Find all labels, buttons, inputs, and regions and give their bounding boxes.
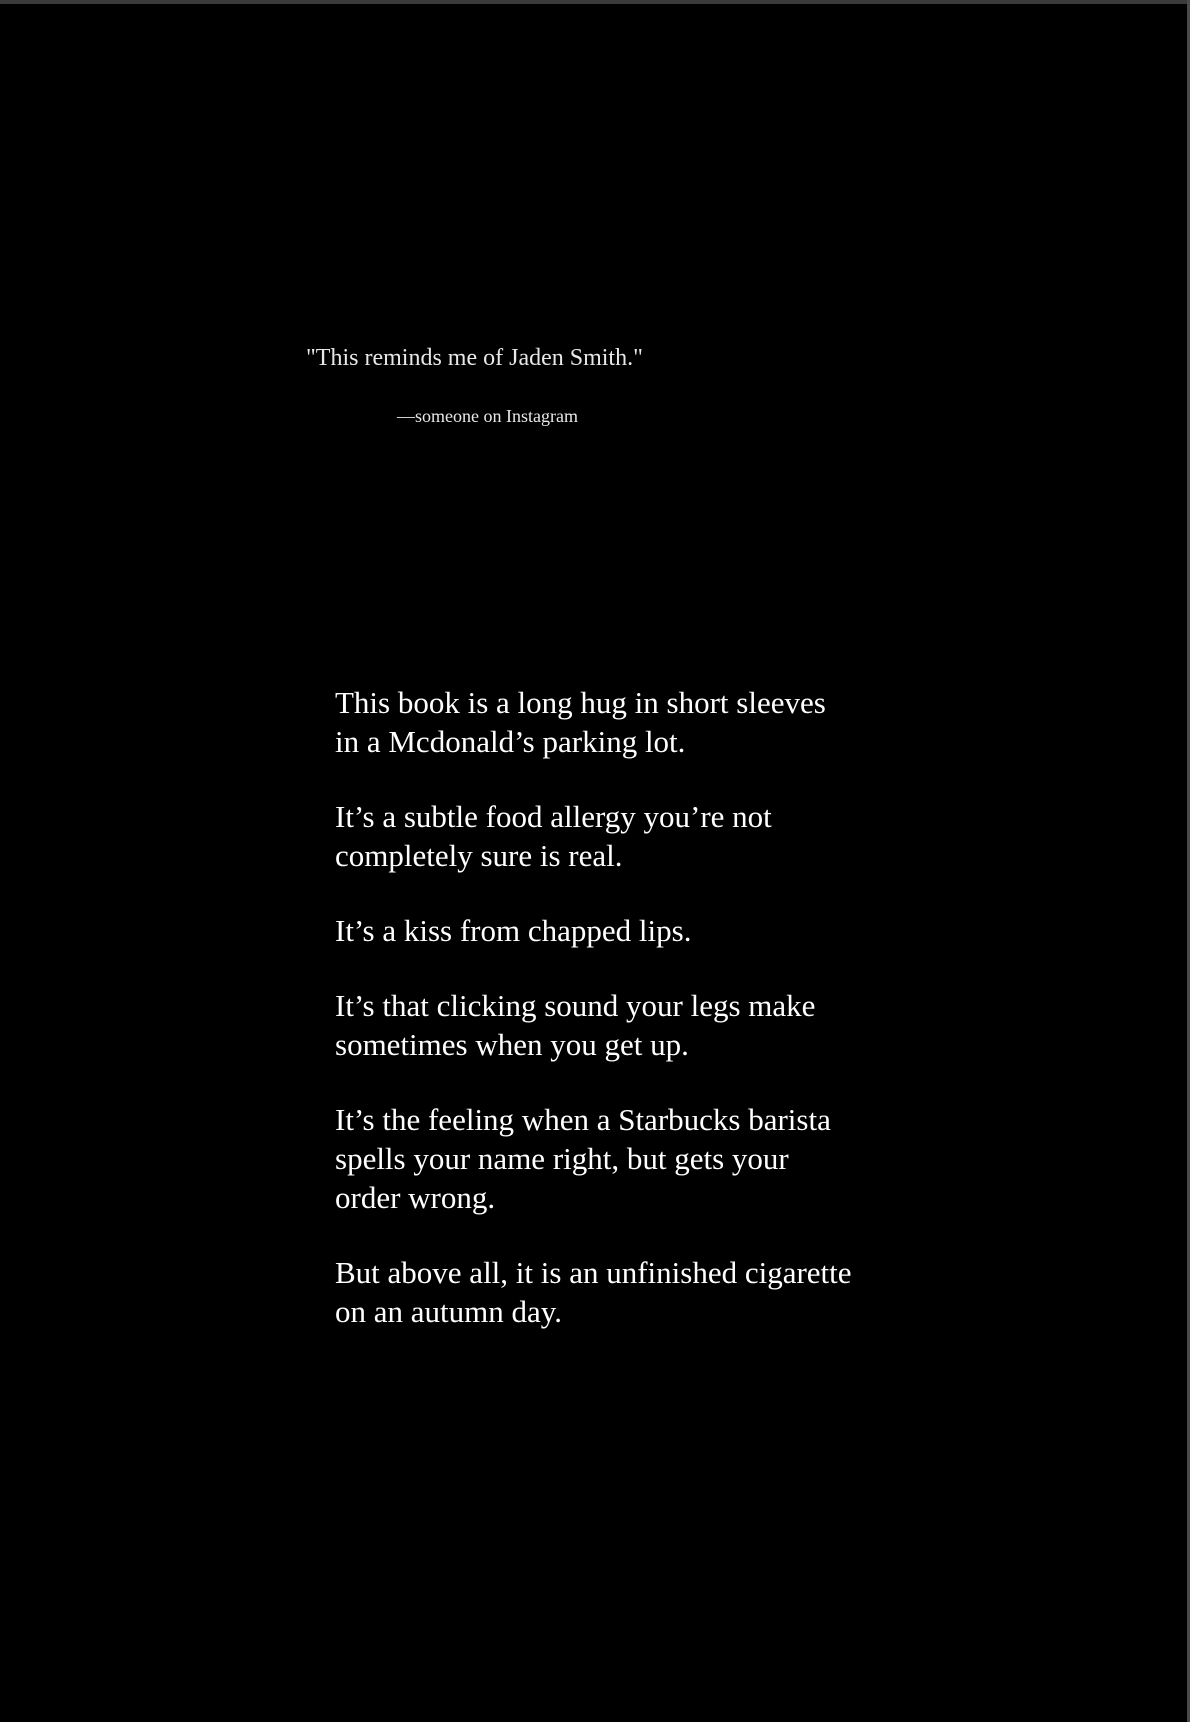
paragraph [335,986,955,1064]
body-text [335,683,955,1367]
text-line: in a Mcdonald’s parking lot. [335,724,686,759]
text-line: This book is a long hug in short sleeves [335,685,826,720]
epigraph-quote: "This reminds me of Jaden Smith." [306,345,643,371]
text-line: It’s a kiss from chapped lips. [335,913,692,948]
page-top-edge [0,0,1190,4]
text-line: It’s a subtle food allergy you’re not [335,799,772,834]
paragraph [335,911,955,950]
text-line: on an autumn day. [335,1294,562,1329]
text-line: spells your name right, but gets your [335,1141,789,1176]
epigraph-attribution: —someone on Instagram [397,406,578,426]
text-line: order wrong. [335,1180,496,1215]
paragraph [335,683,955,761]
text-line: It’s the feeling when a Starbucks barista [335,1102,831,1137]
paragraph [335,797,955,875]
text-line: completely sure is real. [335,838,623,873]
text-line: But above all, it is an unfinished cigarette [335,1255,852,1290]
text-line: It’s that clicking sound your legs make [335,988,816,1023]
paragraph [335,1100,955,1217]
paragraph [335,1253,955,1331]
epigraph [306,343,806,426]
text-line: sometimes when you get up. [335,1027,689,1062]
